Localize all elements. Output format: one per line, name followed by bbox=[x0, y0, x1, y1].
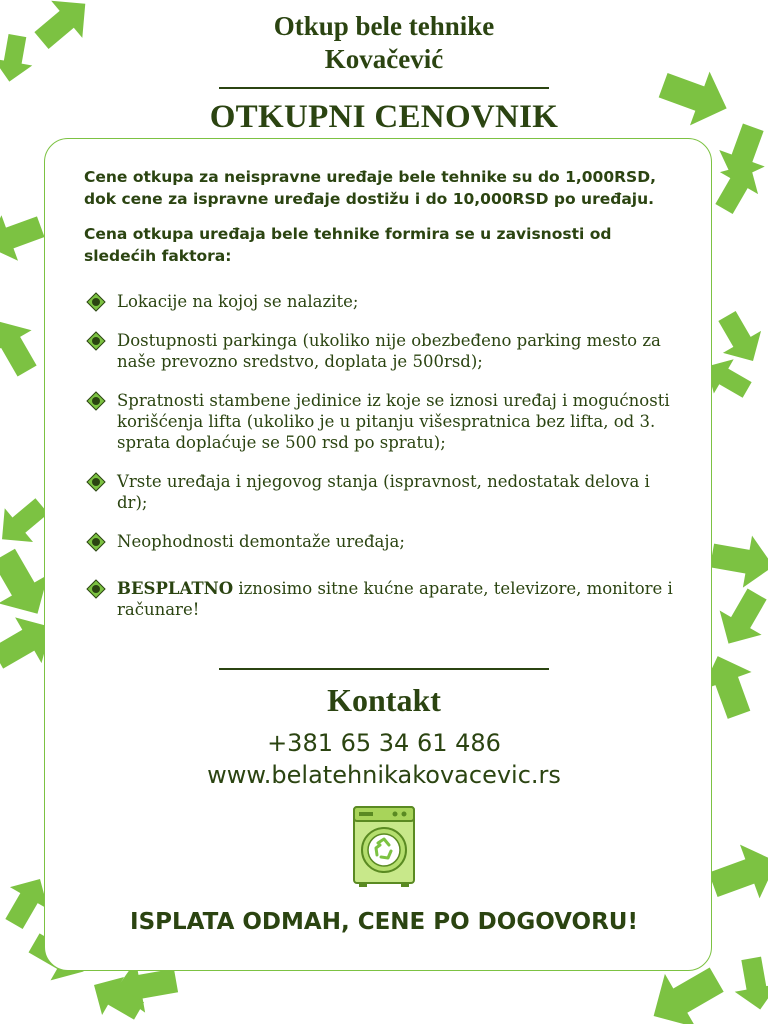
contact-section bbox=[0, 668, 768, 935]
slogan: ISPLATA ODMAH, CENE PO DOGOVORU! bbox=[130, 909, 638, 935]
recycle-arrow-icon bbox=[0, 309, 48, 383]
list-item bbox=[84, 390, 684, 453]
recycle-arrow-icon bbox=[707, 529, 768, 592]
divider bbox=[219, 668, 549, 670]
factors-list bbox=[84, 291, 684, 620]
list-item bbox=[84, 531, 684, 552]
divider bbox=[219, 87, 549, 89]
price-info bbox=[84, 166, 684, 638]
diamond-bullet-icon bbox=[86, 579, 106, 599]
factor-text: Neophodnosti demontaže uređaja; bbox=[117, 532, 405, 551]
recycle-arrow-icon bbox=[730, 955, 768, 1014]
diamond-bullet-icon bbox=[86, 292, 106, 312]
company-name-line1: Otkup bele tehnike bbox=[273, 11, 495, 41]
factor-text: Vrste uređaja i njegovog stanja (ispravnost, nedostatak delova i dr); bbox=[117, 472, 650, 512]
list-item bbox=[84, 330, 684, 372]
recycling-washing-machine-icon bbox=[351, 805, 417, 889]
list-item bbox=[84, 471, 684, 513]
recycle-arrow-icon bbox=[0, 204, 49, 269]
factor-text: Lokacije na kojoj se nalazite; bbox=[117, 292, 359, 311]
diamond-bullet-icon bbox=[86, 472, 106, 492]
list-item bbox=[84, 578, 684, 620]
diamond-bullet-icon bbox=[86, 532, 106, 552]
diamond-bullet-icon bbox=[86, 391, 106, 411]
phone-number: +381 65 34 61 486 bbox=[267, 729, 501, 757]
recycle-arrow-icon bbox=[708, 582, 768, 656]
header bbox=[0, 10, 768, 136]
page-title: OTKUPNI CENOVNIK bbox=[209, 99, 559, 135]
list-item bbox=[84, 291, 684, 312]
company-name-line2: Kovačević bbox=[324, 44, 444, 74]
diamond-bullet-icon bbox=[86, 331, 106, 351]
factor-text: Dostupnosti parkinga (ukoliko nije obezbeđeno parking mesto za naše prevozno sredstvo, doplata je 500rsd); bbox=[117, 331, 661, 371]
factor-text: Spratnosti stambene jedinice iz koje se iznosi uređaj i mogućnosti korišćenja lifta (ukoliko je u pitanju višespratnica bez lifta, od 3. sprata doplaćuje se 500 rsd po spratu); bbox=[117, 391, 670, 452]
intro-paragraph-1: Cene otkupa za neispravne uređaje bele tehnike su do 1,000RSD, dok cene za ispravne uređaje dostižu i do 10,000RSD po uređaju. bbox=[84, 168, 656, 208]
free-note-bold: BESPLATNO bbox=[117, 579, 234, 598]
contact-title: Kontakt bbox=[327, 682, 441, 718]
recycle-arrow-icon bbox=[708, 305, 768, 372]
free-note-text: iznosimo sitne kućne aparate, televizore, monitore i računare! bbox=[117, 579, 673, 619]
website-link[interactable]: www.belatehnikakovacevic.rs bbox=[207, 761, 561, 789]
intro-paragraph-2: Cena otkupa uređaja bele tehnike formira se u zavisnosti od sledećih faktora: bbox=[84, 225, 612, 265]
